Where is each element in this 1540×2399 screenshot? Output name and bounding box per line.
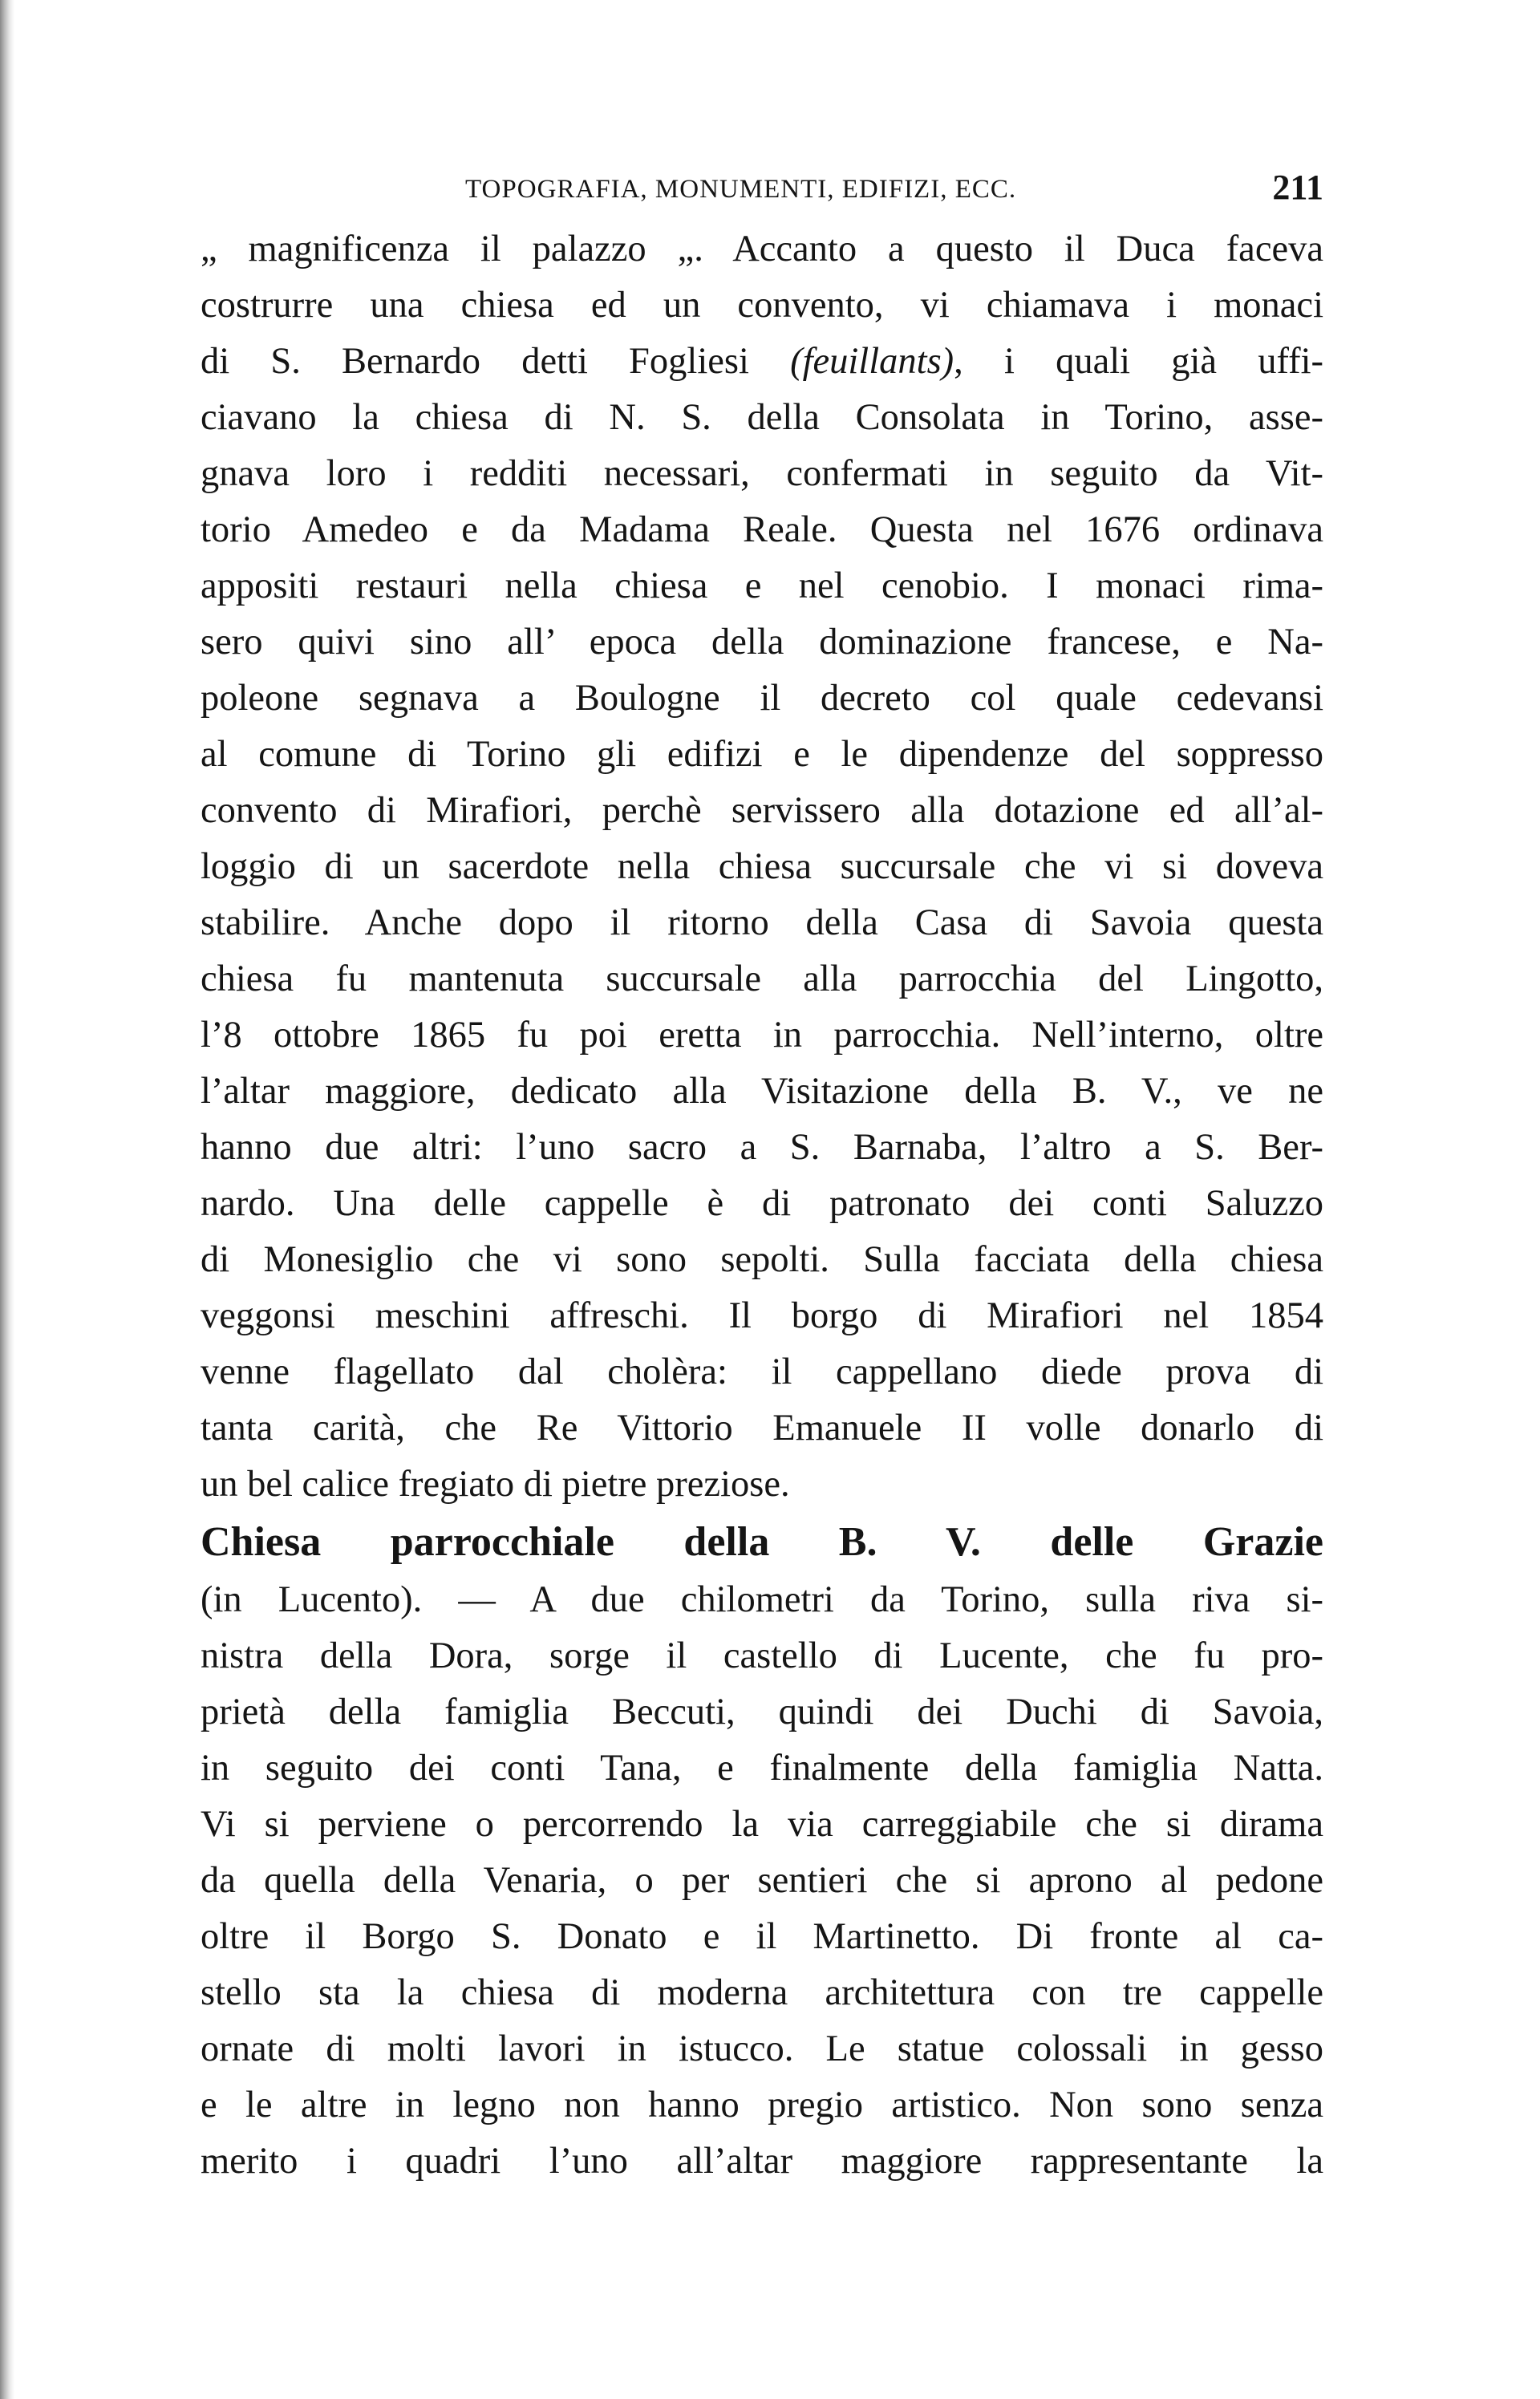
section-heading: Chiesa parrocchiale della B. V. delle Grazie <box>201 1519 1323 1565</box>
text-line-12: loggio di un sacerdote nella chiesa succursale che vi si doveva <box>201 846 1323 887</box>
text-line-22: tanta carità, che Re Vittorio Emanuele II volle donarlo di <box>201 1408 1323 1449</box>
text-line-3 <box>201 334 1323 390</box>
text-line-13: stabilire. Anche dopo il ritorno della Casa di Savoia questa <box>201 902 1323 943</box>
text-line-25: nistra della Dora, sorge il castello di Lucente, che fu pro- <box>201 1635 1323 1676</box>
text-line-31: stello sta la chiesa di moderna architettura con tre cappelle <box>201 1972 1323 2013</box>
italic-feuillants: (feuillants) <box>790 341 954 382</box>
text-line-27: in seguito dei conti Tana, e finalmente della famiglia Natta. <box>201 1748 1323 1789</box>
text-line-24: (in Lucento). — A due chilometri da Torino, sulla riva si- <box>201 1579 1323 1620</box>
text-line-1: „ magnificenza il palazzo „. Accanto a questo il Duca faceva <box>201 229 1323 269</box>
text-line-34: merito i quadri l’uno all’altar maggiore rappresentante la <box>201 2141 1323 2182</box>
text-line-3-start: di S. Bernardo detti Fogliesi <box>201 341 749 382</box>
text-line-2: costrurre una chiesa ed un convento, vi chiamava i monaci <box>201 285 1323 326</box>
text-line-23: un bel calice fregiato di pietre preziose. <box>201 1464 790 1505</box>
text-line-15: l’8 ottobre 1865 fu poi eretta in parrocchia. Nell’interno, oltre <box>201 1015 1323 1056</box>
text-line-17: hanno due altri: l’uno sacro a S. Barnaba, l’altro a S. Ber- <box>201 1127 1323 1168</box>
text-line-33: e le altre in legno non hanno pregio artistico. Non sono senza <box>201 2085 1323 2125</box>
text-line-21: venne flagellato dal cholèra: il cappellano diede prova di <box>201 1351 1323 1392</box>
text-line-26: prietà della famiglia Beccuti, quindi dei Duchi di Savoia, <box>201 1692 1323 1732</box>
text-line-16: l’altar maggiore, dedicato alla Visitazione della B. V., ve ne <box>201 1071 1323 1112</box>
text-line-8: sero quivi sino all’ epoca della dominazione francese, e Na- <box>201 622 1323 663</box>
text-line-14: chiesa fu mantenuta succursale alla parrocchia del Lingotto, <box>201 958 1323 999</box>
running-head: TOPOGRAFIA, MONUMENTI, EDIFIZI, ECC. <box>465 175 1017 204</box>
text-line-5: gnava loro i redditi necessari, confermati in seguito da Vit- <box>201 453 1323 494</box>
text-line-30: oltre il Borgo S. Donato e il Martinetto. Di fronte al ca- <box>201 1916 1323 1957</box>
text-line-7: appositi restauri nella chiesa e nel cenobio. I monaci rima- <box>201 565 1323 606</box>
text-line-3-end: , i quali già uffi- <box>954 341 1323 382</box>
text-line-29: da quella della Venaria, o per sentieri che si aprono al pedone <box>201 1860 1323 1901</box>
text-line-9: poleone segnava a Boulogne il decreto col quale cedevansi <box>201 678 1323 719</box>
page-number: 211 <box>1272 168 1323 207</box>
text-line-28: Vi si perviene o percorrendo la via carreggiabile che si dirama <box>201 1804 1323 1845</box>
text-line-11: convento di Mirafiori, perchè servissero alla dotazione ed all’al- <box>201 790 1323 831</box>
page-edge-shadow <box>0 0 14 2399</box>
text-line-4: ciavano la chiesa di N. S. della Consolata in Torino, asse- <box>201 397 1323 438</box>
text-line-20: veggonsi meschini affreschi. Il borgo di Mirafiori nel 1854 <box>201 1295 1323 1336</box>
text-line-10: al comune di Torino gli edifizi e le dipendenze del soppresso <box>201 734 1323 775</box>
text-line-18: nardo. Una delle cappelle è di patronato dei conti Saluzzo <box>201 1183 1323 1224</box>
text-line-19: di Monesiglio che vi sono sepolti. Sulla facciata della chiesa <box>201 1239 1323 1280</box>
text-line-6: torio Amedeo e da Madama Reale. Questa nel 1676 ordinava <box>201 509 1323 550</box>
text-line-32: ornate di molti lavori in istucco. Le statue colossali in gesso <box>201 2028 1323 2069</box>
page-header <box>201 167 1323 215</box>
